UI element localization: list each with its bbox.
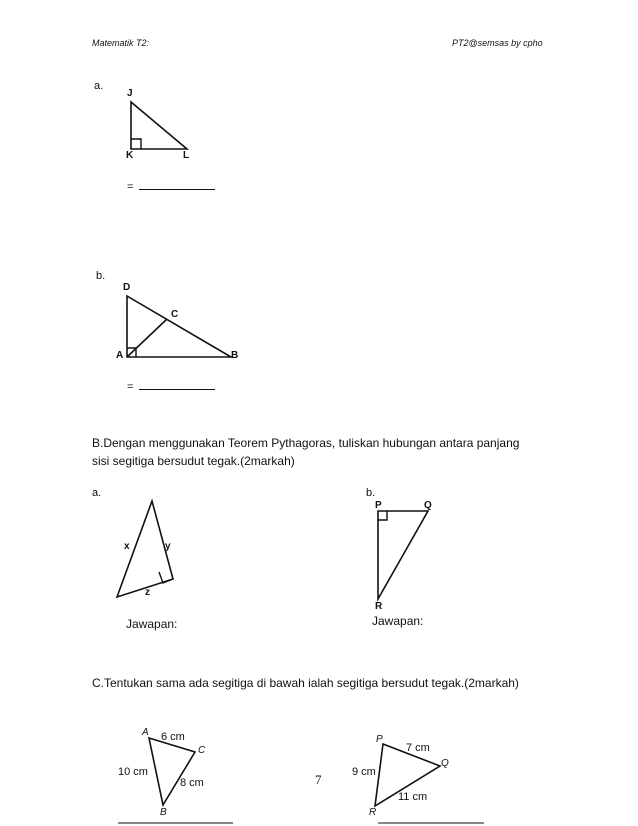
side-y-label: y [165, 541, 171, 552]
vertex-q-label: Q [424, 500, 432, 511]
vertex-c-c-label: C [198, 745, 206, 756]
side-ab-label: 10 cm [118, 766, 148, 778]
header-left: Matematik T2: [92, 38, 150, 48]
vertex-k-label: K [126, 150, 134, 161]
item-a-label: a. [94, 80, 104, 92]
vertex-d-label: D [123, 282, 131, 293]
equals-sign: = [127, 181, 134, 193]
section-b-item-b-label: b. [366, 487, 376, 499]
section-b-instruction-line1: B.Dengan menggunakan Teorem Pythagoras, tuliskan hubungan antara panjang [92, 436, 520, 450]
item-b-label: b. [96, 270, 106, 282]
side-z-label: z [145, 587, 150, 598]
vertex-b-label: B [231, 350, 239, 361]
vertex-a-c-label: A [142, 727, 149, 738]
side-pr-label: 9 cm [352, 766, 376, 778]
page-number: 7 [315, 772, 322, 787]
header-right: PT2@semsas by cpho [452, 38, 543, 48]
side-pq-label: 7 cm [406, 742, 430, 754]
section-b-instruction-line2: sisi segitiga bersudut tegak.(2markah) [92, 454, 295, 468]
side-ac-label: 6 cm [161, 731, 185, 743]
vertex-b-c-label: B [160, 807, 167, 818]
side-x-label: x [124, 541, 130, 552]
section-b-item-a-label: a. [92, 487, 102, 499]
vertex-a-label: A [116, 350, 124, 361]
vertex-p-label: P [375, 500, 382, 511]
vertex-r-c-label: R [369, 807, 377, 818]
vertex-l-label: L [183, 150, 190, 161]
section-c-instruction: C.Tentukan sama ada segitiga di bawah ialah segitiga bersudut tegak.(2markah) [92, 676, 519, 690]
jawapan-a-label: Jawapan: [126, 617, 178, 631]
equals-sign: = [127, 381, 134, 393]
vertex-p-c-label: P [376, 734, 383, 745]
vertex-q-c-label: Q [441, 758, 449, 769]
jawapan-b-label: Jawapan: [372, 614, 424, 628]
vertex-r-label: R [375, 601, 383, 612]
side-rq-label: 11 cm [398, 791, 428, 803]
side-cb-label: 8 cm [180, 777, 204, 789]
vertex-j-label: J [127, 88, 133, 99]
vertex-c-label: C [171, 309, 179, 320]
